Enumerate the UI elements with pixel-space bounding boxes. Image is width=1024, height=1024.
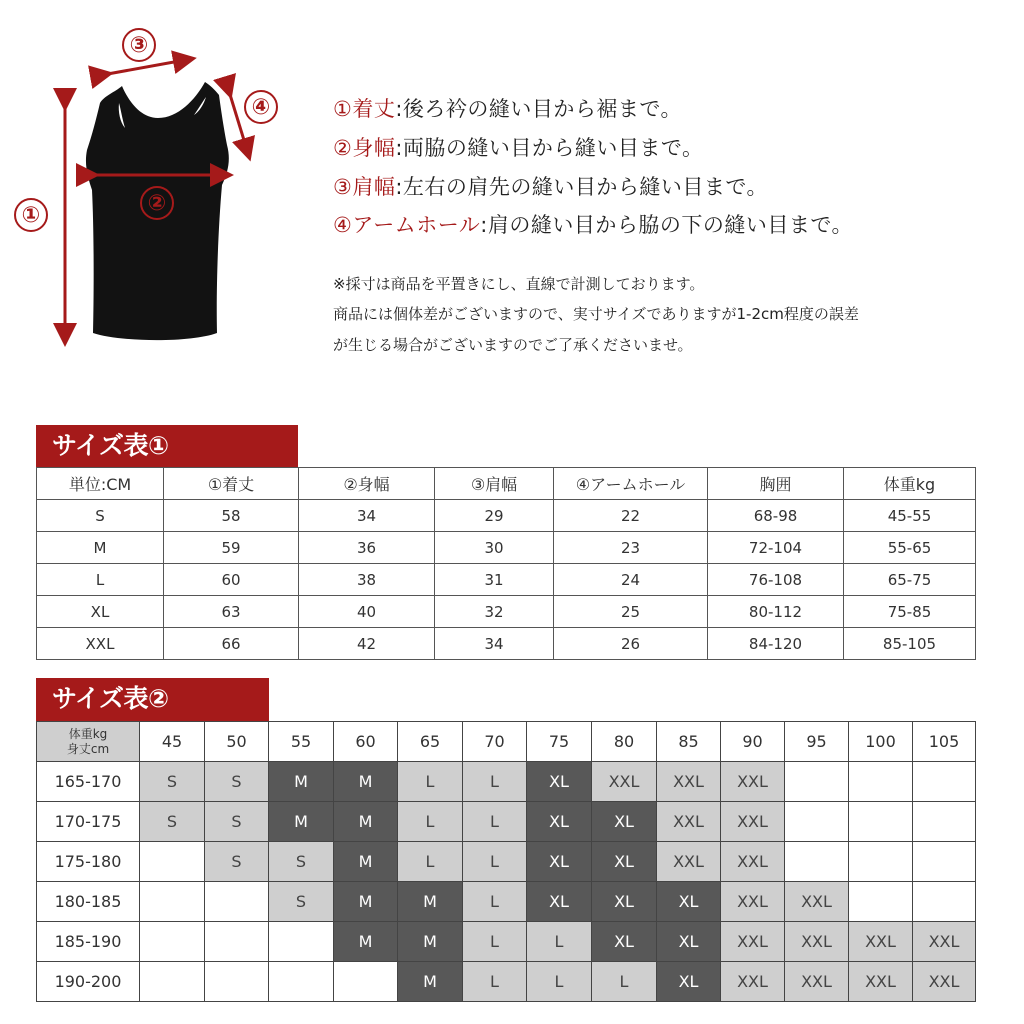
size-cell: S (140, 802, 205, 842)
cell: 59 (164, 532, 299, 564)
height-range-header: 185-190 (37, 922, 140, 962)
weight-header-row (37, 722, 976, 762)
size-cell: XL (657, 962, 721, 1002)
cell: 76-108 (708, 564, 844, 596)
table-row (37, 882, 976, 922)
weight-header: 95 (785, 722, 849, 762)
table-row (37, 842, 976, 882)
size-cell (913, 802, 976, 842)
header-unit: 単位:CM (37, 468, 164, 500)
cell: 32 (435, 596, 554, 628)
cell: 80-112 (708, 596, 844, 628)
size-cell: M (398, 882, 463, 922)
table-row (37, 500, 976, 532)
size-cell (269, 922, 334, 962)
table-row (37, 564, 976, 596)
cell-size: S (37, 500, 164, 532)
definition-sep: : (395, 136, 403, 160)
size-cell (849, 882, 913, 922)
cell: 36 (299, 532, 435, 564)
definition-sep: : (395, 97, 403, 121)
note-line-1: ※採寸は商品を平置きにし、直線で計測しております。 (333, 275, 705, 293)
size-table-1-title: サイズ表① (36, 425, 298, 467)
size-cell (913, 762, 976, 802)
height-range-header: 180-185 (37, 882, 140, 922)
weight-header: 75 (527, 722, 592, 762)
weight-header: 90 (721, 722, 785, 762)
cell: 25 (554, 596, 708, 628)
size-cell: XL (657, 922, 721, 962)
cell: 22 (554, 500, 708, 532)
cell: 58 (164, 500, 299, 532)
cell: 68-98 (708, 500, 844, 532)
corner-height-label: 身丈cm (66, 741, 110, 756)
size-cell: XXL (721, 762, 785, 802)
cell-size: M (37, 532, 164, 564)
size-cell: XXL (785, 882, 849, 922)
size-cell: XXL (785, 962, 849, 1002)
table-row (37, 628, 976, 660)
cell: 26 (554, 628, 708, 660)
size-cell: XL (592, 882, 657, 922)
cell: 45-55 (844, 500, 976, 532)
weight-header: 55 (269, 722, 334, 762)
cell-size: XL (37, 596, 164, 628)
table-row (37, 532, 976, 564)
cell: 72-104 (708, 532, 844, 564)
corner-header (37, 722, 140, 762)
cell: 40 (299, 596, 435, 628)
cell: 29 (435, 500, 554, 532)
corner-weight-label: 体重kg (68, 726, 108, 741)
marker-3-label: ③ (122, 28, 156, 62)
size-cell: XXL (849, 962, 913, 1002)
size-cell (913, 882, 976, 922)
size-cell: L (527, 962, 592, 1002)
size-cell: L (463, 762, 527, 802)
size-cell: XXL (785, 922, 849, 962)
size-cell: XXL (721, 842, 785, 882)
size-cell: XL (592, 802, 657, 842)
size-cell: XXL (913, 922, 976, 962)
size-cell: S (269, 842, 334, 882)
cell: 34 (299, 500, 435, 532)
size-cell: XXL (721, 802, 785, 842)
size-cell: XXL (721, 962, 785, 1002)
size-cell (269, 962, 334, 1002)
size-cell (205, 962, 269, 1002)
cell: 63 (164, 596, 299, 628)
size-cell (205, 922, 269, 962)
definition-sep: : (395, 175, 403, 199)
header-chest: 胸囲 (708, 468, 844, 500)
cell-size: L (37, 564, 164, 596)
definition-text: 肩の縫い目から脇の下の縫い目まで。 (487, 213, 853, 237)
size-cell: L (398, 762, 463, 802)
size-cell: L (463, 802, 527, 842)
size-cell (140, 962, 205, 1002)
size-cell: M (398, 922, 463, 962)
size-cell: L (463, 842, 527, 882)
size-cell: XXL (592, 762, 657, 802)
weight-header: 100 (849, 722, 913, 762)
header-armhole: ④アームホール (554, 468, 708, 500)
height-range-header: 190-200 (37, 962, 140, 1002)
cell: 60 (164, 564, 299, 596)
cell: 30 (435, 532, 554, 564)
weight-header: 70 (463, 722, 527, 762)
size-cell (785, 842, 849, 882)
header-width: ②身幅 (299, 468, 435, 500)
cell: 75-85 (844, 596, 976, 628)
size-cell: XXL (721, 922, 785, 962)
size-cell: XXL (657, 802, 721, 842)
cell: 42 (299, 628, 435, 660)
size-cell: M (334, 802, 398, 842)
size-cell: XXL (913, 962, 976, 1002)
cell: 65-75 (844, 564, 976, 596)
size-cell: S (205, 802, 269, 842)
definition-armhole (333, 209, 853, 239)
size-cell: L (398, 842, 463, 882)
size-cell: S (140, 762, 205, 802)
weight-header: 80 (592, 722, 657, 762)
definition-key: ③肩幅 (333, 175, 396, 199)
weight-header: 50 (205, 722, 269, 762)
size-cell: L (592, 962, 657, 1002)
marker-2-label: ② (140, 186, 174, 220)
size-cell: XL (657, 882, 721, 922)
cell: 24 (554, 564, 708, 596)
tank-top-measurement-illustration (0, 0, 300, 360)
height-range-header: 175-180 (37, 842, 140, 882)
cell: 31 (435, 564, 554, 596)
marker-4-label: ④ (244, 90, 278, 124)
size-cell (913, 842, 976, 882)
height-range-header: 165-170 (37, 762, 140, 802)
header-length: ①着丈 (164, 468, 299, 500)
table-row (37, 962, 976, 1002)
size-cell: M (334, 842, 398, 882)
size-cell: L (398, 802, 463, 842)
size-cell (140, 842, 205, 882)
weight-header: 105 (913, 722, 976, 762)
size-cell: S (269, 882, 334, 922)
weight-header: 45 (140, 722, 205, 762)
cell: 38 (299, 564, 435, 596)
cell: 34 (435, 628, 554, 660)
header-shoulder: ③肩幅 (435, 468, 554, 500)
size-cell: M (398, 962, 463, 1002)
size-table-1 (36, 467, 976, 660)
size-cell: XL (527, 762, 592, 802)
size-cell: XL (592, 922, 657, 962)
size-cell: M (334, 882, 398, 922)
cell: 66 (164, 628, 299, 660)
definition-length (333, 93, 682, 123)
size-cell: XL (527, 802, 592, 842)
height-range-header: 170-175 (37, 802, 140, 842)
table-row (37, 596, 976, 628)
header-weight: 体重kg (844, 468, 976, 500)
definition-text: 左右の肩先の縫い目から縫い目まで。 (402, 175, 768, 199)
size-cell (140, 882, 205, 922)
size-cell (785, 802, 849, 842)
size-cell (205, 882, 269, 922)
size-cell: XXL (657, 762, 721, 802)
weight-header: 60 (334, 722, 398, 762)
size-cell: XXL (657, 842, 721, 882)
weight-header: 65 (398, 722, 463, 762)
size-cell: XXL (849, 922, 913, 962)
size-cell: L (463, 922, 527, 962)
size-cell: L (463, 962, 527, 1002)
size-cell: M (334, 762, 398, 802)
cell-size: XXL (37, 628, 164, 660)
size-cell: M (269, 802, 334, 842)
definition-sep: : (480, 213, 488, 237)
size-cell: M (269, 762, 334, 802)
definition-text: 両脇の縫い目から縫い目まで。 (402, 136, 704, 160)
size-cell: M (334, 922, 398, 962)
size-table-2-title: サイズ表② (36, 678, 269, 721)
marker-1-label: ① (14, 198, 48, 232)
table-row (37, 922, 976, 962)
size-cell: S (205, 762, 269, 802)
cell: 84-120 (708, 628, 844, 660)
definition-key: ②身幅 (333, 136, 396, 160)
size-cell: XL (527, 882, 592, 922)
note-line-2: 商品には個体差がございますので、実寸サイズでありますが1-2cm程度の誤差 (333, 305, 859, 323)
size-cell (334, 962, 398, 1002)
definition-key: ④アームホール (333, 213, 481, 237)
size-cell (140, 922, 205, 962)
size-grid-body (37, 762, 976, 1002)
definition-width (333, 132, 704, 162)
size-cell (785, 762, 849, 802)
size-cell: XXL (721, 882, 785, 922)
definition-shoulder (333, 171, 768, 201)
table-row (37, 802, 976, 842)
size-cell: XL (527, 842, 592, 882)
size-cell: S (205, 842, 269, 882)
definition-text: 後ろ衿の縫い目から裾まで。 (402, 97, 682, 121)
size-cell: XL (592, 842, 657, 882)
size-cell (849, 802, 913, 842)
note-line-3: が生じる場合がございますのでご了承くださいませ。 (333, 336, 693, 354)
size-cell: L (527, 922, 592, 962)
cell: 55-65 (844, 532, 976, 564)
size-table-2 (36, 721, 976, 1002)
size-cell (849, 842, 913, 882)
definition-key: ①着丈 (333, 97, 396, 121)
size-cell: L (463, 882, 527, 922)
size-cell (849, 762, 913, 802)
cell: 23 (554, 532, 708, 564)
table-row (37, 762, 976, 802)
weight-header: 85 (657, 722, 721, 762)
table-header-row (37, 468, 976, 500)
cell: 85-105 (844, 628, 976, 660)
